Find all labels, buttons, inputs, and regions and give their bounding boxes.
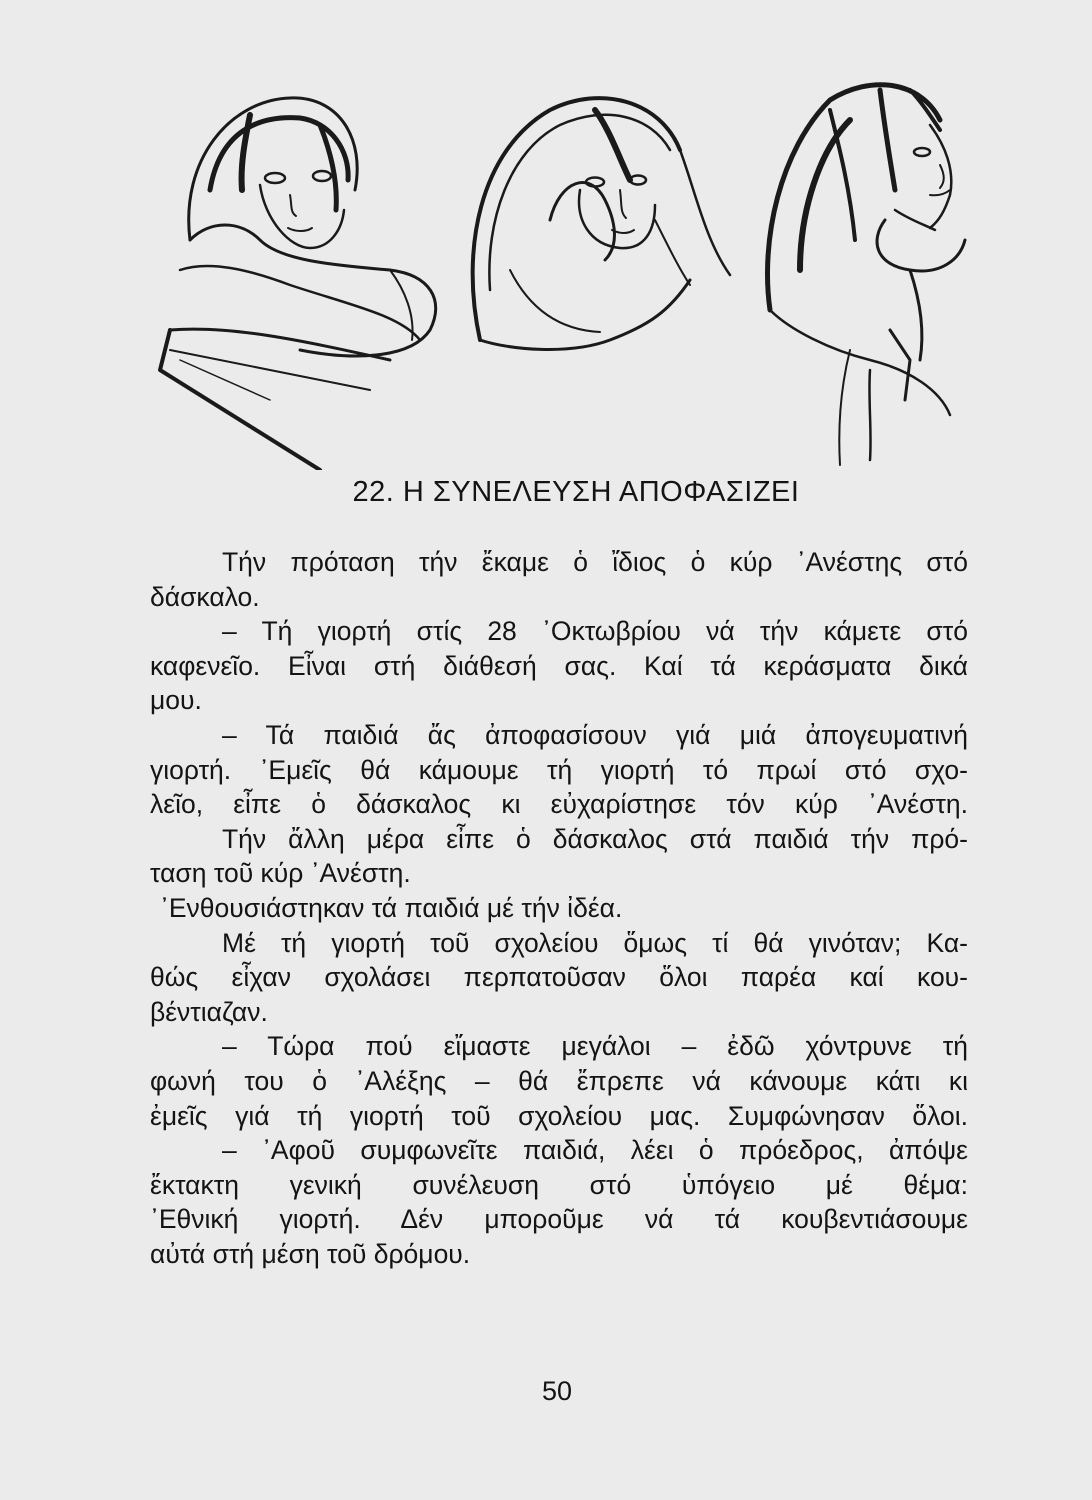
text-line: δάσκαλο. bbox=[150, 581, 260, 612]
text-line: – Τά παιδιά ἄς ἀποφασίσουν γιά μιά ἀπογευματινή bbox=[222, 719, 968, 750]
three-children-sketch-icon bbox=[150, 70, 980, 470]
text-line: ἔκτακτη γενική συνέλευση στό ὑπόγειο μέ θέμα: bbox=[150, 1169, 968, 1200]
hooded-child-drawing bbox=[473, 98, 730, 349]
text-line: καφενεῖο. Εἶναι στή διάθεσή σας. Καί τά κεράσματα δικά bbox=[150, 650, 968, 681]
text-line: – Τή γιορτή στίς 28 ᾿Οκτωβρίου νά τήν κάμετε στό bbox=[222, 616, 968, 647]
text-line: Τήν ἄλλη μέρα εἶπε ὁ δάσκαλος στά παιδιά τήν πρό- bbox=[222, 823, 968, 854]
text-line: Μέ τή γιορτή τοῦ σχολείου ὅμως τί θά γινόταν; Κα- bbox=[222, 927, 968, 958]
text-line: – ᾿Αφοῦ συμφωνεῖτε παιδιά, λέει ὁ πρόεδρος, ἀπόψε bbox=[222, 1135, 968, 1166]
text-line: ᾿Ενθουσιάστηκαν τά παιδιά μέ τήν ἰδέα. bbox=[160, 892, 623, 923]
text-line: λεῖο, εἶπε ὁ δάσκαλος κι εὐχαρίστησε τόν κύρ ᾿Ανέστη. bbox=[150, 789, 968, 820]
page-number: 50 bbox=[541, 1376, 573, 1406]
text-line: μου. bbox=[150, 685, 202, 716]
text-line: Τήν πρόταση τήν ἔκαμε ὁ ἴδιος ὁ κύρ ᾿Ανέστης στό bbox=[222, 547, 968, 577]
text-line: αὐτά στή μέση τοῦ δρόμου. bbox=[150, 1238, 471, 1269]
chapter-text bbox=[150, 545, 968, 1271]
text-line: βέντιαζαν. bbox=[150, 996, 268, 1027]
chapter-title: 22. Η ΣΥΝΕΛΕΥΣΗ ΑΠΟΦΑΣΙΖΕΙ bbox=[352, 476, 800, 508]
text-line: θώς εἶχαν σχολάσει περπατοῦσαν ὅλοι παρέα καί κου- bbox=[150, 962, 968, 993]
text-line: ταση τοῦ κύρ ᾿Ανέστη. bbox=[150, 858, 411, 889]
text-line: γιορτή. ᾿Εμεῖς θά κάμουμε τή γιορτή τό πρωί στό σχο- bbox=[150, 754, 968, 785]
girl-with-collar-drawing bbox=[768, 85, 966, 465]
text-line: φωνή του ὁ ᾿Αλέξης – θά ἔπρεπε νά κάνουμε κάτι κι bbox=[150, 1065, 968, 1096]
text-line: ᾿Εθνική γιορτή. Δέν μποροῦμε νά τά κουβεντιάσουμε bbox=[150, 1204, 968, 1235]
child-on-desk-drawing bbox=[160, 98, 436, 470]
text-line: ἐμεῖς γιά τή γιορτή τοῦ σχολείου μας. Συμφώνησαν ὅλοι. bbox=[150, 1100, 968, 1131]
text-line: – Τώρα πού εἴμαστε μεγάλοι – ἐδῶ χόντρυνε τή bbox=[222, 1031, 968, 1062]
